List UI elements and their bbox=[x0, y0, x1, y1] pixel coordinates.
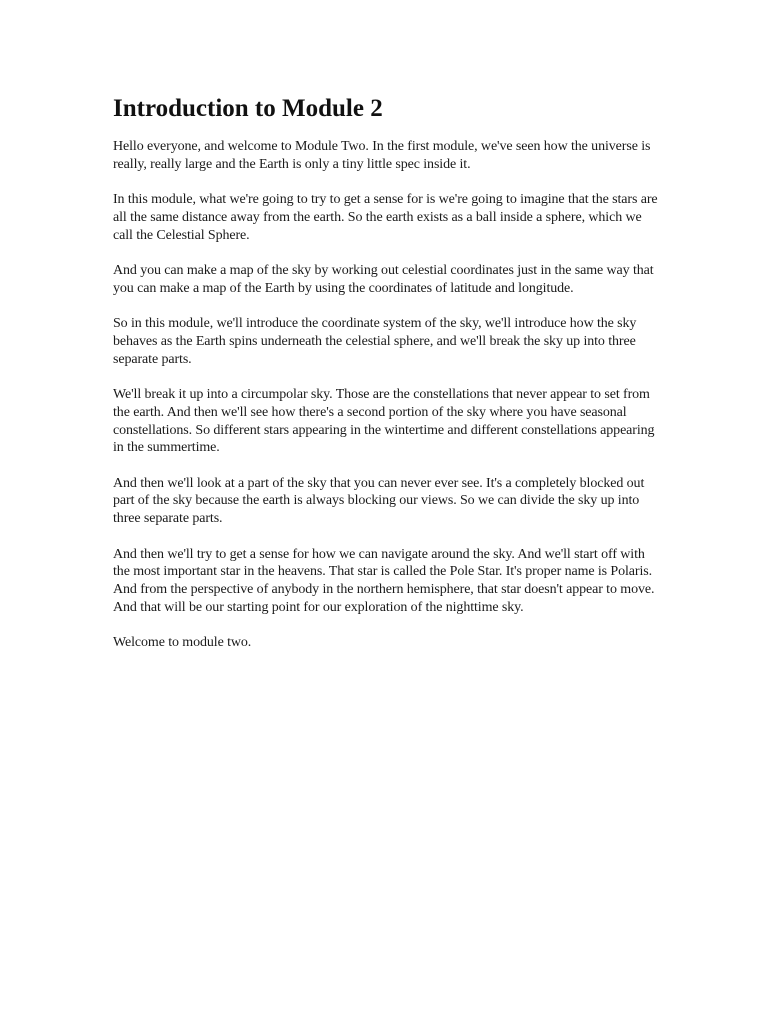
paragraph-4: So in this module, we'll introduce the coordinate system of the sky, we'll introduce how the sky behaves as the Earth spins underneath the celestial sphere, and we'll break the sky up into three separate parts. bbox=[113, 316, 637, 367]
paragraph-3: And you can make a map of the sky by working out celestial coordinates just in the same way that you can make a map of the Earth by using the coordinates of latitude and longitude. bbox=[113, 262, 654, 296]
paragraph-8: Welcome to module two. bbox=[113, 635, 252, 651]
document-page bbox=[113, 94, 658, 670]
paragraph-2: In this module, what we're going to try to get a sense for is we're going to imagine that the stars are all the same distance away from the earth. So the earth exists as a ball inside a sphere, which we call the Celestial Sphere. bbox=[113, 192, 658, 243]
paragraph-7: And then we'll try to get a sense for how we can navigate around the sky. And we'll start off with the most important star in the heavens. That star is called the Pole Star. It's proper name is Polaris. And from the perspective of anybody in the northern hemisphere, that star doesn't appear to move. And that will be our starting point for our exploration of the nighttime sky. bbox=[113, 546, 655, 615]
paragraph-6: And then we'll look at a part of the sky that you can never ever see. It's a completely blocked out part of the sky because the earth is always blocking our views. So we can divide the sky up into three separate parts. bbox=[113, 475, 645, 527]
paragraph-5: We'll break it up into a circumpolar sky. Those are the constellations that never appear to set from the earth. And then we'll see how there's a second portion of the sky where you have seasonal constellations. So different stars appearing in the wintertime and different constellations appearing in the summertime. bbox=[113, 386, 655, 456]
document-title: Introduction to Module 2 bbox=[113, 95, 383, 122]
paragraph-1: Hello everyone, and welcome to Module Two. In the first module, we've seen how the universe is really, really large and the Earth is only a tiny little spec inside it. bbox=[113, 139, 651, 172]
